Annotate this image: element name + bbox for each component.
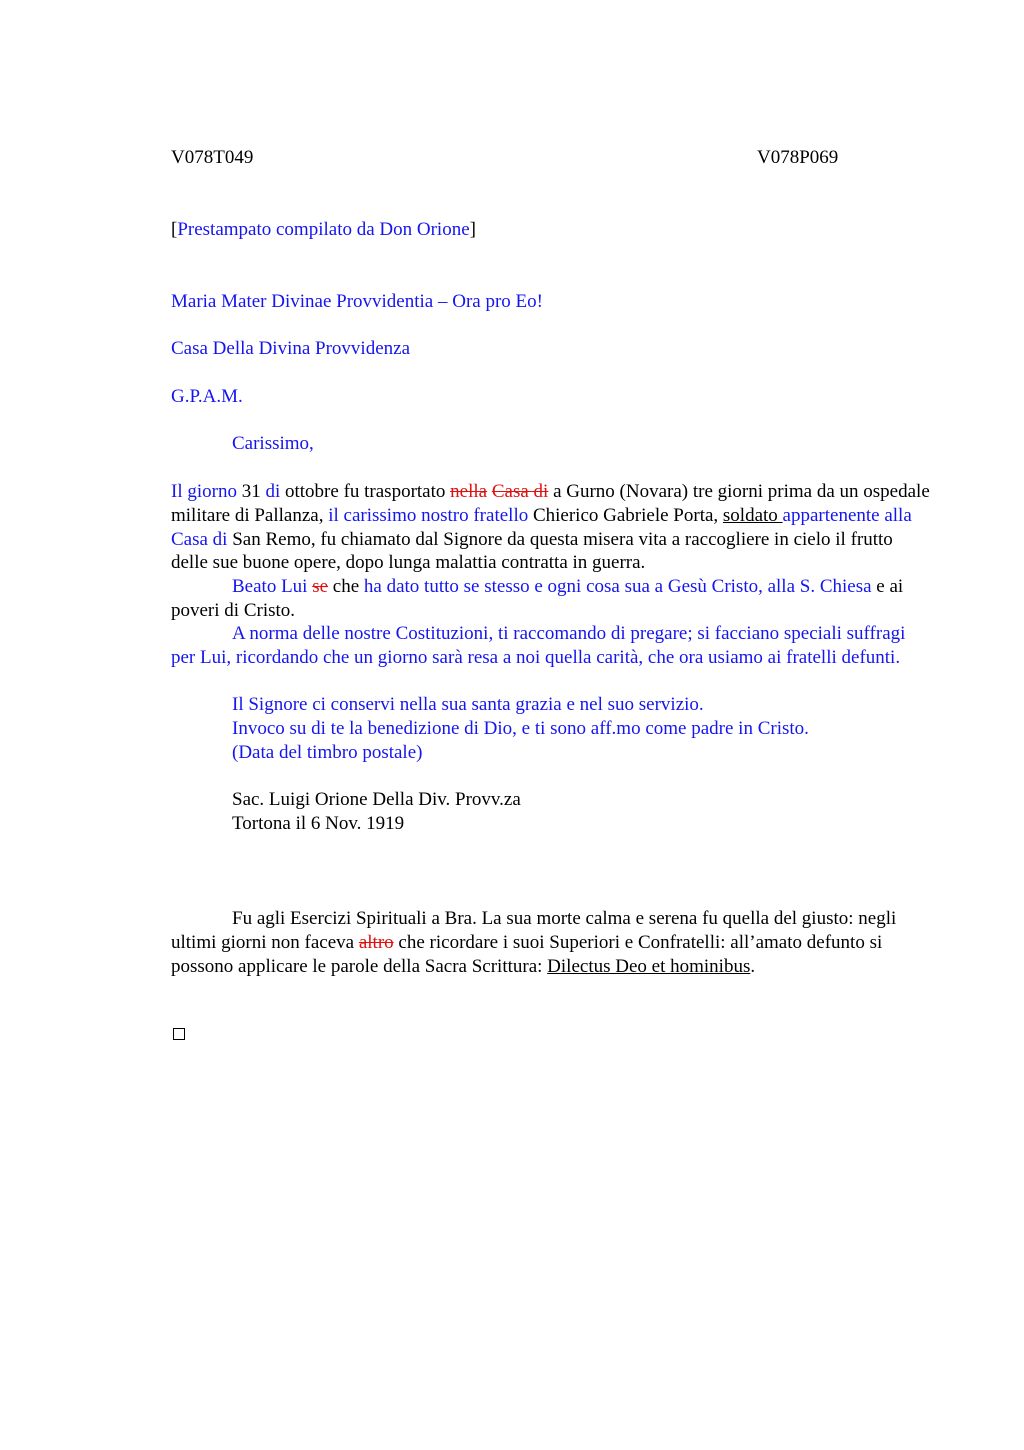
salutation: Carissimo, bbox=[232, 433, 314, 454]
paragraph-biography: Fu agli Esercizi Spirituali a Bra. La sua morte calma e serena fu quella del giusto: negli ultimi giorni non faceva altro che ricordare i suoi Superiori e Confratelli: all’amato defunto si possono applicare le parole della Sacra Scrittura: Dilectus Deo et hominibus. bbox=[171, 908, 897, 977]
paragraph-prayer-request: A norma delle nostre Costituzioni, ti raccomando di pregare; si facciano speciali suffragi per Lui, ricordando che un giorno sarà resa a noi quella carità, che ora usiamo ai fratelli defunti. bbox=[171, 623, 906, 668]
signature-place-date: Tortona il 6 Nov. 1919 bbox=[232, 813, 405, 834]
bracket-close: ] bbox=[469, 219, 476, 240]
scripture-quote: Dilectus Deo et hominibus bbox=[547, 955, 751, 977]
editorial-note bbox=[171, 218, 476, 242]
paragraph-beatitude: Beato Lui se che ha dato tutto se stesso e ogni cosa sua a Gesù Cristo, alla S. Chiesa e ai poveri di Cristo. bbox=[171, 576, 904, 621]
initials: G.P.A.M. bbox=[171, 386, 243, 407]
deleted-text: altro bbox=[358, 931, 394, 953]
deleted-text: Casa di bbox=[491, 481, 549, 502]
editorial-note-text: Prestampato compilato da Don Orione bbox=[177, 219, 470, 240]
paragraph-announcement: Il giorno 31 di ottobre fu trasportato nella Casa di a Gurno (Novara) tre giorni prima da un ospedale militare di Pallanza, il carissimo nostro fratello Chierico Gabriele Porta, soldato appartenente alla Casa di San Remo, fu chiamato dal Signore da questa misera vita a raccogliere in cielo il frutto delle sue buone opere, dopo lunga malattia contratta in guerra. bbox=[171, 481, 930, 574]
underlined-text: soldato bbox=[722, 504, 783, 526]
empty-checkbox-icon bbox=[173, 1028, 185, 1040]
line-date-note: (Data del timbro postale) bbox=[232, 742, 423, 763]
deleted-text: nella bbox=[450, 481, 488, 502]
line-grace: Il Signore ci conservi nella sua santa grazia e nel suo servizio. bbox=[232, 694, 704, 715]
deleted-text: se bbox=[312, 576, 329, 597]
document-code-left: V078T049 bbox=[171, 147, 254, 168]
motto: Maria Mater Divinae Provvidentia – Ora pro Eo! bbox=[171, 291, 543, 312]
institution-name: Casa Della Divina Provvidenza bbox=[171, 338, 411, 359]
signature-name: Sac. Luigi Orione Della Div. Provv.za bbox=[232, 789, 521, 810]
document-code-right: V078P069 bbox=[757, 147, 839, 168]
bracket-open: [ bbox=[171, 219, 178, 240]
line-blessing: Invoco su di te la benedizione di Dio, e ti sono aff.mo come padre in Cristo. bbox=[232, 718, 809, 739]
